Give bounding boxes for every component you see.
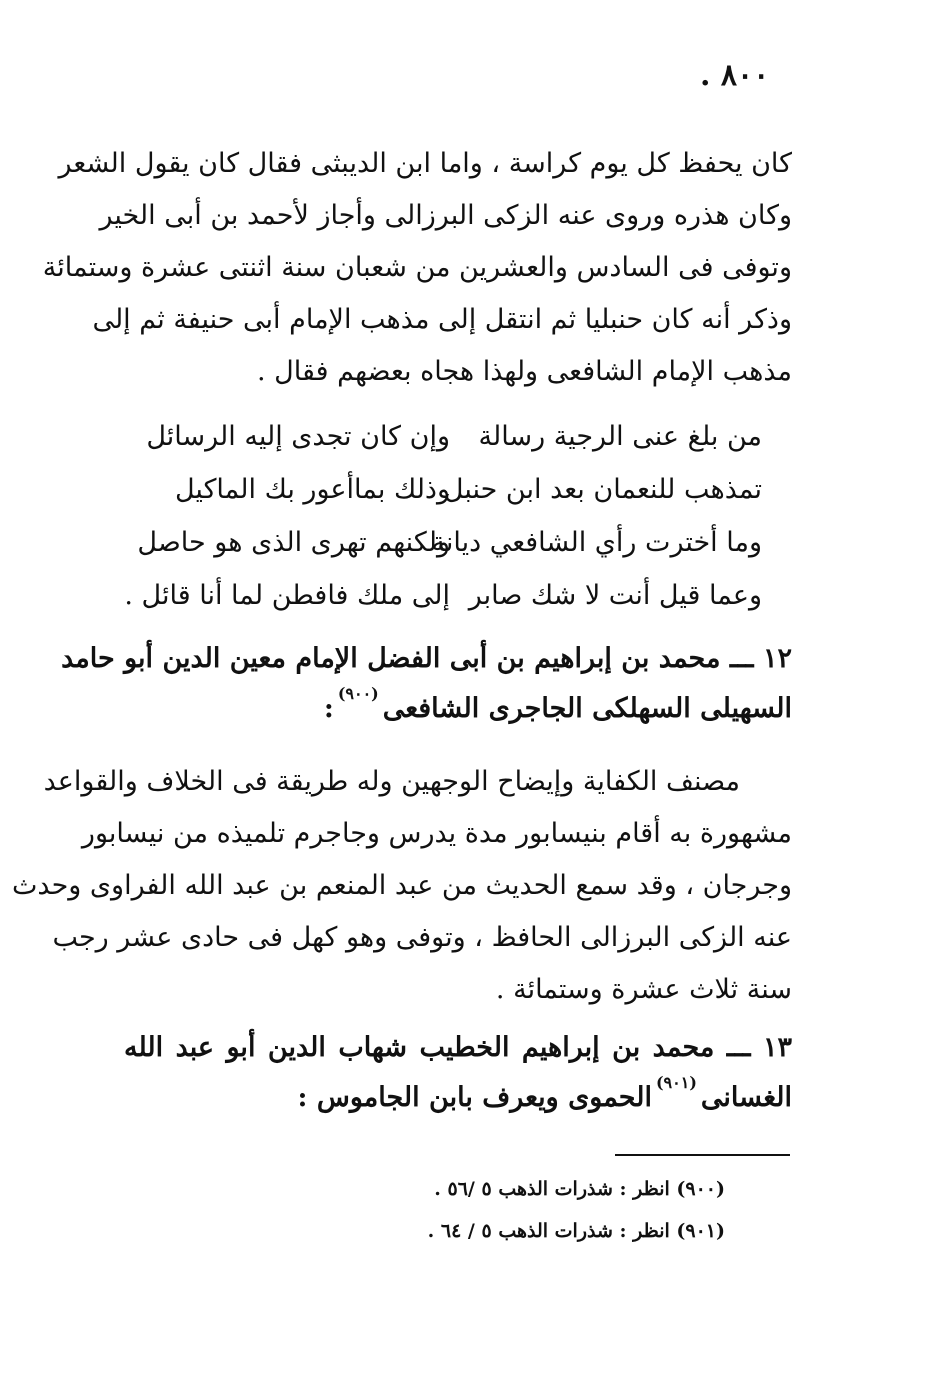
poem-verse: [146, 410, 762, 463]
intro-line: وكان هذره وروى عنه الزكى البرزالى وأجاز لأحمد بن أبى الخير: [99, 200, 792, 231]
verse-second-hemistich: إلى ملك فافطن لما أنا قائل .: [124, 580, 450, 611]
intro-line: وذكر أنه كان حنبليا ثم انتقل إلى مذهب الإمام أبى حنيفة ثم إلى: [92, 304, 792, 335]
poem-verse: [124, 569, 762, 622]
entry-12-heading-colon: :: [323, 693, 334, 724]
entry-12-heading-line: [124, 684, 792, 734]
entry-12-heading: [61, 634, 792, 734]
verse-second-hemistich: ولكنهم تهرى الذى هو حاصل: [137, 527, 450, 558]
verse-second-hemistich: وإن كان تجدى إليه الرسائل: [146, 421, 450, 452]
footnote-ref-900[interactable]: (٩٠٠): [337, 684, 379, 703]
intro-line: وتوفى فى السادس والعشرين من شعبان سنة اثنتى عشرة وستمائة: [42, 252, 792, 283]
entry-13-heading-start: الغسانى: [700, 1082, 792, 1113]
intro-line: كان يحفظ كل يوم كراسة ، واما ابن الديبثى فقال كان يقول الشعر: [58, 148, 792, 179]
verse-first-hemistich: وعما قيل أنت لا شك صابر: [468, 580, 762, 611]
entry-12-body-line: وجرجان ، وقد سمع الحديث من عبد المنعم بن عبد الله الفراوى وحدث: [12, 870, 792, 901]
entry-12-body: [12, 756, 792, 1016]
entry-13-heading-line: ١٣ ـــ محمد بن إبراهيم الخطيب شهاب الدين أبو عبد الله: [124, 1032, 792, 1063]
entry-12-heading-text: السهيلى السهلكى الجاجرى الشافعى: [382, 693, 792, 724]
entry-12-body-line: مصنف الكفاية وإيضاح الوجهين وله طريقة فى الخلاف والقواعد: [43, 766, 740, 797]
verse-first-hemistich: وما أخترت رأي الشافعي ديانة: [431, 527, 762, 558]
entry-12-body-line: مشهورة به أقام بنيسابور مدة يدرس وجاجرم تلميذه من نيسابور: [81, 818, 792, 849]
entry-13-heading: [124, 1023, 792, 1123]
poem-verse: [137, 516, 762, 569]
poem: [124, 410, 762, 622]
verse-first-hemistich: من بلغ عنى الرجية رسالة: [478, 421, 762, 452]
intro-line: مذهب الإمام الشافعى ولهذا هجاه بعضهم فقال .: [256, 356, 792, 387]
entry-12-heading-line: ١٢ ـــ محمد بن إبراهيم بن أبى الفضل الإمام معين الدين أبو حامد: [61, 643, 792, 674]
page-number: . ٨٠٠: [700, 58, 770, 93]
footnote-divider: [615, 1154, 790, 1156]
intro-paragraph: [42, 138, 792, 398]
entry-12-body-line: سنة ثلاث عشرة وستمائة .: [495, 974, 792, 1005]
footnote-901: (٩٠١) انظر : شذرات الذهب ٥ / ٦٤ .: [427, 1220, 725, 1242]
verse-second-hemistich: وذلك بماأعور بك الماكيل: [174, 474, 450, 505]
footnotes: [330, 1168, 725, 1252]
entry-13-heading-line: [124, 1073, 792, 1123]
footnote-900: (٩٠٠) انظر : شذرات الذهب ٥ /٥٦ .: [434, 1178, 725, 1200]
poem-verse: [150, 463, 762, 516]
entry-12-body-line: عنه الزكى البرزالى الحافظ ، وتوفى وهو كهل فى حادى عشر رجب: [52, 922, 792, 953]
footnote-ref-901[interactable]: (٩٠١): [655, 1073, 697, 1092]
verse-first-hemistich: تمذهب للنعمان بعد ابن حنبل: [443, 474, 762, 505]
entry-13-heading-rest: الحموى ويعرف بابن الجاموس :: [297, 1082, 652, 1113]
